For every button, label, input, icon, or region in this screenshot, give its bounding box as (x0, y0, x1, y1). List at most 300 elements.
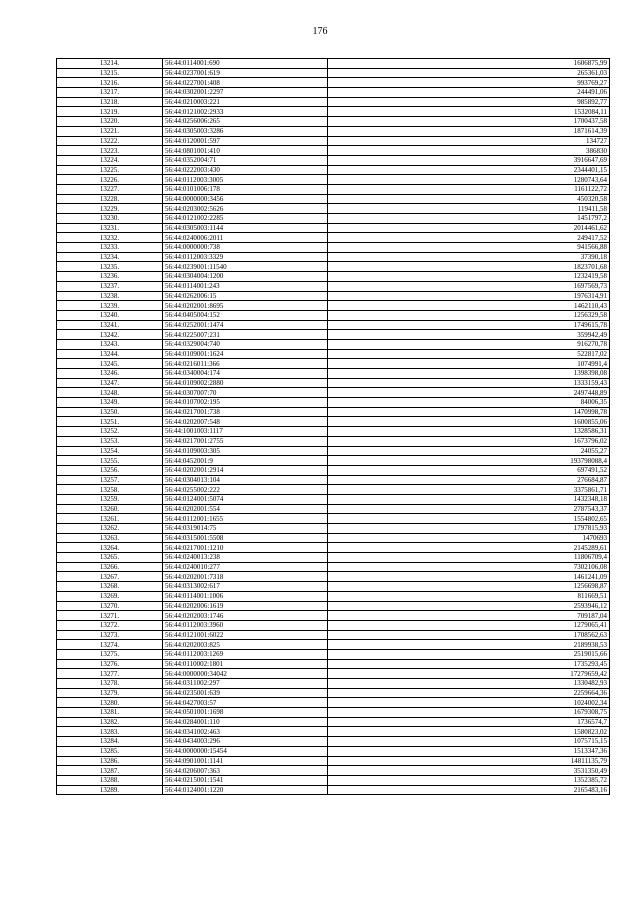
row-number-cell: 13231. (57, 223, 163, 233)
value-cell: 1461241,09 (328, 572, 610, 582)
cadastral-number-cell: 56:44:0501001:1698 (163, 708, 328, 718)
table-row (57, 184, 610, 194)
cadastral-number-cell: 56:44:0434003:296 (163, 737, 328, 747)
value-cell: 265361,03 (328, 68, 610, 78)
table-row (57, 553, 610, 563)
value-cell: 811669,51 (328, 591, 610, 601)
value-cell: 1398398,08 (328, 369, 610, 379)
value-cell: 1451797,2 (328, 214, 610, 224)
value-cell: 2145289,61 (328, 543, 610, 553)
row-number-cell: 13237. (57, 281, 163, 291)
value-cell: 1697569,73 (328, 281, 610, 291)
table-row (57, 310, 610, 320)
value-cell: 1462110,43 (328, 301, 610, 311)
value-cell: 1700437,58 (328, 117, 610, 127)
row-number-cell: 13221. (57, 126, 163, 136)
table-row (57, 620, 610, 630)
cadastral-number-cell: 56:44:0240010:277 (163, 562, 328, 572)
table-row (57, 59, 610, 69)
table-row (57, 117, 610, 127)
value-cell: 1279065,41 (328, 620, 610, 630)
row-number-cell: 13256. (57, 465, 163, 475)
cadastral-number-cell: 56:44:0235001:639 (163, 688, 328, 698)
table-row (57, 388, 610, 398)
value-cell: 2259664,36 (328, 688, 610, 698)
value-cell: 1606875,99 (328, 59, 610, 69)
cadastral-number-cell: 56:44:0202001:8695 (163, 301, 328, 311)
table-row (57, 204, 610, 214)
cadastral-number-cell: 56:44:0340004:174 (163, 369, 328, 379)
value-cell: 1256329,58 (328, 310, 610, 320)
table-row (57, 524, 610, 534)
cadastral-number-cell: 56:44:0901001:1141 (163, 756, 328, 766)
value-cell: 7302106,08 (328, 562, 610, 572)
row-number-cell: 13287. (57, 766, 163, 776)
row-number-cell: 13260. (57, 504, 163, 514)
row-number-cell: 13271. (57, 611, 163, 621)
table-row (57, 582, 610, 592)
table-row (57, 359, 610, 369)
cadastral-number-cell: 56:44:1001003:1117 (163, 427, 328, 437)
row-number-cell: 13236. (57, 272, 163, 282)
row-number-cell: 13249. (57, 398, 163, 408)
value-cell: 1280743,64 (328, 175, 610, 185)
value-cell: 14811135,79 (328, 756, 610, 766)
row-number-cell: 13250. (57, 407, 163, 417)
row-number-cell: 13247. (57, 378, 163, 388)
value-cell: 2787543,37 (328, 504, 610, 514)
cadastral-number-cell: 56:44:0202003:825 (163, 640, 328, 650)
table-row (57, 698, 610, 708)
value-cell: 1513347,36 (328, 746, 610, 756)
value-cell: 3375861,71 (328, 485, 610, 495)
row-number-cell: 13228. (57, 194, 163, 204)
row-number-cell: 13278. (57, 679, 163, 689)
row-number-cell: 13270. (57, 601, 163, 611)
cadastral-number-cell: 56:44:0202007:548 (163, 417, 328, 427)
table-row (57, 378, 610, 388)
value-cell: 697491,52 (328, 465, 610, 475)
row-number-cell: 13238. (57, 291, 163, 301)
row-number-cell: 13245. (57, 359, 163, 369)
row-number-cell: 13222. (57, 136, 163, 146)
table-row (57, 611, 610, 621)
row-number-cell: 13214. (57, 59, 163, 69)
cadastral-number-cell: 56:44:0202006:1619 (163, 601, 328, 611)
table-row (57, 155, 610, 165)
table-row (57, 252, 610, 262)
table-row (57, 194, 610, 204)
value-cell: 1673796,02 (328, 436, 610, 446)
value-cell: 359942,49 (328, 330, 610, 340)
table-row (57, 126, 610, 136)
cadastral-number-cell: 56:44:0252001:1474 (163, 320, 328, 330)
table-row (57, 233, 610, 243)
row-number-cell: 13217. (57, 88, 163, 98)
cadastral-number-cell: 56:44:0110002:1801 (163, 659, 328, 669)
cadastral-number-cell: 56:44:0307007:70 (163, 388, 328, 398)
row-number-cell: 13282. (57, 717, 163, 727)
cadastral-number-cell: 56:44:0114001:243 (163, 281, 328, 291)
row-number-cell: 13244. (57, 349, 163, 359)
cadastral-number-cell: 56:44:0112001:1655 (163, 514, 328, 524)
value-cell: 84006,35 (328, 398, 610, 408)
cadastral-number-cell: 56:44:0101006:178 (163, 184, 328, 194)
row-number-cell: 13272. (57, 620, 163, 630)
row-number-cell: 13254. (57, 446, 163, 456)
value-cell: 37390,18 (328, 252, 610, 262)
value-cell: 1797815,93 (328, 524, 610, 534)
row-number-cell: 13240. (57, 310, 163, 320)
cadastral-number-cell: 56:44:0239001:11540 (163, 262, 328, 272)
table-row (57, 262, 610, 272)
table-row (57, 78, 610, 88)
value-cell: 17279659,42 (328, 669, 610, 679)
table-row (57, 465, 610, 475)
cadastral-number-cell: 56:44:0112003:3005 (163, 175, 328, 185)
table-row (57, 446, 610, 456)
table-row (57, 601, 610, 611)
cadastral-number-cell: 56:44:0801001:410 (163, 146, 328, 156)
table-row (57, 785, 610, 795)
table-row (57, 669, 610, 679)
cadastral-number-cell: 56:44:0114001:690 (163, 59, 328, 69)
row-number-cell: 13218. (57, 97, 163, 107)
row-number-cell: 13227. (57, 184, 163, 194)
cadastral-number-cell: 56:44:0112003:1269 (163, 649, 328, 659)
row-number-cell: 13277. (57, 669, 163, 679)
table-row (57, 533, 610, 543)
value-cell: 11806709,4 (328, 553, 610, 563)
cadastral-number-cell: 56:44:0203002:5626 (163, 204, 328, 214)
row-number-cell: 13242. (57, 330, 163, 340)
row-number-cell: 13269. (57, 591, 163, 601)
value-cell: 2593946,12 (328, 601, 610, 611)
value-cell: 1976314,91 (328, 291, 610, 301)
cadastral-number-cell: 56:44:0313002:617 (163, 582, 328, 592)
cadastral-number-cell: 56:44:0210003:221 (163, 97, 328, 107)
value-cell: 2189938,53 (328, 640, 610, 650)
row-number-cell: 13216. (57, 78, 163, 88)
table-row (57, 214, 610, 224)
cadastral-number-cell: 56:44:0121002:2933 (163, 107, 328, 117)
table-row (57, 766, 610, 776)
value-cell: 2014461,62 (328, 223, 610, 233)
cadastral-number-cell: 56:44:0109001:1624 (163, 349, 328, 359)
cadastral-number-cell: 56:44:0217001:2755 (163, 436, 328, 446)
table-row (57, 485, 610, 495)
cadastral-number-cell: 56:44:0319014:75 (163, 524, 328, 534)
row-number-cell: 13286. (57, 756, 163, 766)
row-number-cell: 13241. (57, 320, 163, 330)
value-cell: 193798088,4 (328, 456, 610, 466)
value-cell: 2165483,16 (328, 785, 610, 795)
cadastral-number-cell: 56:44:0202001:554 (163, 504, 328, 514)
value-cell: 1580823,02 (328, 727, 610, 737)
value-cell: 1161122,72 (328, 184, 610, 194)
value-cell: 1470693 (328, 533, 610, 543)
cadastral-number-cell: 56:44:0000000:34042 (163, 669, 328, 679)
table-row (57, 514, 610, 524)
cadastral-number-cell: 56:44:0202001:7318 (163, 572, 328, 582)
table-row (57, 475, 610, 485)
table-row (57, 688, 610, 698)
value-cell: 1432348,18 (328, 494, 610, 504)
row-number-cell: 13225. (57, 165, 163, 175)
table-row (57, 107, 610, 117)
table-row (57, 679, 610, 689)
table-row (57, 369, 610, 379)
row-number-cell: 13248. (57, 388, 163, 398)
cadastral-number-cell: 56:44:0000000:3456 (163, 194, 328, 204)
row-number-cell: 13246. (57, 369, 163, 379)
value-cell: 1330482,93 (328, 679, 610, 689)
table-row (57, 659, 610, 669)
value-cell: 1470998,78 (328, 407, 610, 417)
cadastral-number-cell: 56:44:0240006:2011 (163, 233, 328, 243)
table-row (57, 97, 610, 107)
table-row (57, 175, 610, 185)
table-row (57, 727, 610, 737)
table-row (57, 223, 610, 233)
value-cell: 1075715,15 (328, 737, 610, 747)
table-row (57, 136, 610, 146)
cadastral-number-cell: 56:44:0427003:57 (163, 698, 328, 708)
row-number-cell: 13268. (57, 582, 163, 592)
row-number-cell: 13283. (57, 727, 163, 737)
row-number-cell: 13267. (57, 572, 163, 582)
table-row (57, 320, 610, 330)
value-cell: 1600855,06 (328, 417, 610, 427)
value-cell: 3531350,49 (328, 766, 610, 776)
table-row (57, 572, 610, 582)
row-number-cell: 13257. (57, 475, 163, 485)
table-row (57, 756, 610, 766)
row-number-cell: 13223. (57, 146, 163, 156)
value-cell: 1532084,11 (328, 107, 610, 117)
table-row (57, 339, 610, 349)
cadastral-number-cell: 56:44:0240013:238 (163, 553, 328, 563)
cadastral-number-cell: 56:44:0114001:1006 (163, 591, 328, 601)
table-row (57, 165, 610, 175)
registry-table-body (57, 59, 610, 795)
table-row (57, 640, 610, 650)
cadastral-number-cell: 56:44:0452001:9 (163, 456, 328, 466)
table-row (57, 717, 610, 727)
table-row (57, 630, 610, 640)
cadastral-number-cell: 56:44:0256006:265 (163, 117, 328, 127)
row-number-cell: 13239. (57, 301, 163, 311)
value-cell: 249417,52 (328, 233, 610, 243)
cadastral-number-cell: 56:44:0109002:2880 (163, 378, 328, 388)
table-row (57, 708, 610, 718)
table-row (57, 146, 610, 156)
row-number-cell: 13258. (57, 485, 163, 495)
cadastral-number-cell: 56:44:0305003:3286 (163, 126, 328, 136)
cadastral-number-cell: 56:44:0202003:1746 (163, 611, 328, 621)
row-number-cell: 13255. (57, 456, 163, 466)
row-number-cell: 13265. (57, 553, 163, 563)
cadastral-number-cell: 56:44:0000000:738 (163, 243, 328, 253)
cadastral-number-cell: 56:44:0329004:740 (163, 339, 328, 349)
value-cell: 522817,02 (328, 349, 610, 359)
cadastral-number-cell: 56:44:0315001:5508 (163, 533, 328, 543)
value-cell: 1232419,58 (328, 272, 610, 282)
row-number-cell: 13219. (57, 107, 163, 117)
value-cell: 941566,88 (328, 243, 610, 253)
value-cell: 1708562,63 (328, 630, 610, 640)
table-row (57, 291, 610, 301)
table-row (57, 562, 610, 572)
row-number-cell: 13220. (57, 117, 163, 127)
value-cell: 1871614,39 (328, 126, 610, 136)
value-cell: 1328586,31 (328, 427, 610, 437)
table-row (57, 398, 610, 408)
value-cell: 1554802,65 (328, 514, 610, 524)
cadastral-number-cell: 56:44:0305003:1144 (163, 223, 328, 233)
table-row (57, 330, 610, 340)
table-row (57, 281, 610, 291)
value-cell: 1679308,75 (328, 708, 610, 718)
row-number-cell: 13229. (57, 204, 163, 214)
row-number-cell: 13224. (57, 155, 163, 165)
row-number-cell: 13261. (57, 514, 163, 524)
value-cell: 993769,27 (328, 78, 610, 88)
row-number-cell: 13263. (57, 533, 163, 543)
table-row (57, 543, 610, 553)
cadastral-number-cell: 56:44:0121001:6022 (163, 630, 328, 640)
table-row (57, 243, 610, 253)
row-number-cell: 13230. (57, 214, 163, 224)
row-number-cell: 13279. (57, 688, 163, 698)
cadastral-number-cell: 56:44:0107002:195 (163, 398, 328, 408)
row-number-cell: 13243. (57, 339, 163, 349)
table-row (57, 272, 610, 282)
value-cell: 450320,58 (328, 194, 610, 204)
value-cell: 916270,78 (328, 339, 610, 349)
row-number-cell: 13233. (57, 243, 163, 253)
cadastral-number-cell: 56:44:0217001:1210 (163, 543, 328, 553)
cadastral-number-cell: 56:44:0304004:1200 (163, 272, 328, 282)
value-cell: 24055,27 (328, 446, 610, 456)
table-row (57, 775, 610, 785)
table-row (57, 504, 610, 514)
value-cell: 1352385,72 (328, 775, 610, 785)
row-number-cell: 13235. (57, 262, 163, 272)
cadastral-number-cell: 56:44:0124001:1220 (163, 785, 328, 795)
table-row (57, 737, 610, 747)
table-row (57, 456, 610, 466)
cadastral-number-cell: 56:44:0216011:366 (163, 359, 328, 369)
row-number-cell: 13281. (57, 708, 163, 718)
cadastral-number-cell: 56:44:0124001:5074 (163, 494, 328, 504)
table-row (57, 301, 610, 311)
value-cell: 2497448,89 (328, 388, 610, 398)
cadastral-number-cell: 56:44:0217001:738 (163, 407, 328, 417)
value-cell: 119411,58 (328, 204, 610, 214)
cadastral-number-cell: 56:44:0262006:15 (163, 291, 328, 301)
table-row (57, 349, 610, 359)
table-row (57, 68, 610, 78)
page-number: 176 (312, 26, 328, 37)
cadastral-number-cell: 56:44:0000000:15454 (163, 746, 328, 756)
value-cell: 386830 (328, 146, 610, 156)
cadastral-number-cell: 56:44:0202001:2914 (163, 465, 328, 475)
row-number-cell: 13262. (57, 524, 163, 534)
cadastral-number-cell: 56:44:0222003:430 (163, 165, 328, 175)
value-cell: 1736574,7 (328, 717, 610, 727)
cadastral-number-cell: 56:44:0237001:619 (163, 68, 328, 78)
cadastral-number-cell: 56:44:0120001:597 (163, 136, 328, 146)
row-number-cell: 13288. (57, 775, 163, 785)
registry-table (56, 58, 610, 795)
value-cell: 1333159,43 (328, 378, 610, 388)
cadastral-number-cell: 56:44:0304013:104 (163, 475, 328, 485)
cadastral-number-cell: 56:44:0215001:1541 (163, 775, 328, 785)
cadastral-number-cell: 56:44:0255002:222 (163, 485, 328, 495)
row-number-cell: 13264. (57, 543, 163, 553)
cadastral-number-cell: 56:44:0341002:463 (163, 727, 328, 737)
row-number-cell: 13232. (57, 233, 163, 243)
cadastral-number-cell: 56:44:0109003:305 (163, 446, 328, 456)
row-number-cell: 13280. (57, 698, 163, 708)
row-number-cell: 13253. (57, 436, 163, 446)
table-row (57, 436, 610, 446)
row-number-cell: 13266. (57, 562, 163, 572)
value-cell: 1735293,45 (328, 659, 610, 669)
cadastral-number-cell: 56:44:0311002:297 (163, 679, 328, 689)
value-cell: 985892,77 (328, 97, 610, 107)
table-row (57, 427, 610, 437)
cadastral-number-cell: 56:44:0405004:152 (163, 310, 328, 320)
value-cell: 709187,04 (328, 611, 610, 621)
table-row (57, 417, 610, 427)
table-row (57, 649, 610, 659)
row-number-cell: 13285. (57, 746, 163, 756)
value-cell: 1074991,4 (328, 359, 610, 369)
value-cell: 1749615,78 (328, 320, 610, 330)
cadastral-number-cell: 56:44:0112003:3960 (163, 620, 328, 630)
cadastral-number-cell: 56:44:0284001:110 (163, 717, 328, 727)
cadastral-number-cell: 56:44:0206007:363 (163, 766, 328, 776)
row-number-cell: 13252. (57, 427, 163, 437)
row-number-cell: 13275. (57, 649, 163, 659)
table-row (57, 407, 610, 417)
row-number-cell: 13274. (57, 640, 163, 650)
cadastral-number-cell: 56:44:0112003:3329 (163, 252, 328, 262)
cadastral-number-cell: 56:44:0352004:71 (163, 155, 328, 165)
value-cell: 2519015,66 (328, 649, 610, 659)
table-row (57, 88, 610, 98)
value-cell: 244491,06 (328, 88, 610, 98)
row-number-cell: 13251. (57, 417, 163, 427)
row-number-cell: 13234. (57, 252, 163, 262)
cadastral-number-cell: 56:44:0121002:2285 (163, 214, 328, 224)
row-number-cell: 13215. (57, 68, 163, 78)
value-cell: 2344401,15 (328, 165, 610, 175)
cadastral-number-cell: 56:44:0227001:408 (163, 78, 328, 88)
value-cell: 276684,87 (328, 475, 610, 485)
row-number-cell: 13226. (57, 175, 163, 185)
value-cell: 1256698,87 (328, 582, 610, 592)
row-number-cell: 13284. (57, 737, 163, 747)
table-row (57, 494, 610, 504)
value-cell: 1024002,34 (328, 698, 610, 708)
row-number-cell: 13259. (57, 494, 163, 504)
value-cell: 3916647,69 (328, 155, 610, 165)
value-cell: 134727 (328, 136, 610, 146)
row-number-cell: 13276. (57, 659, 163, 669)
